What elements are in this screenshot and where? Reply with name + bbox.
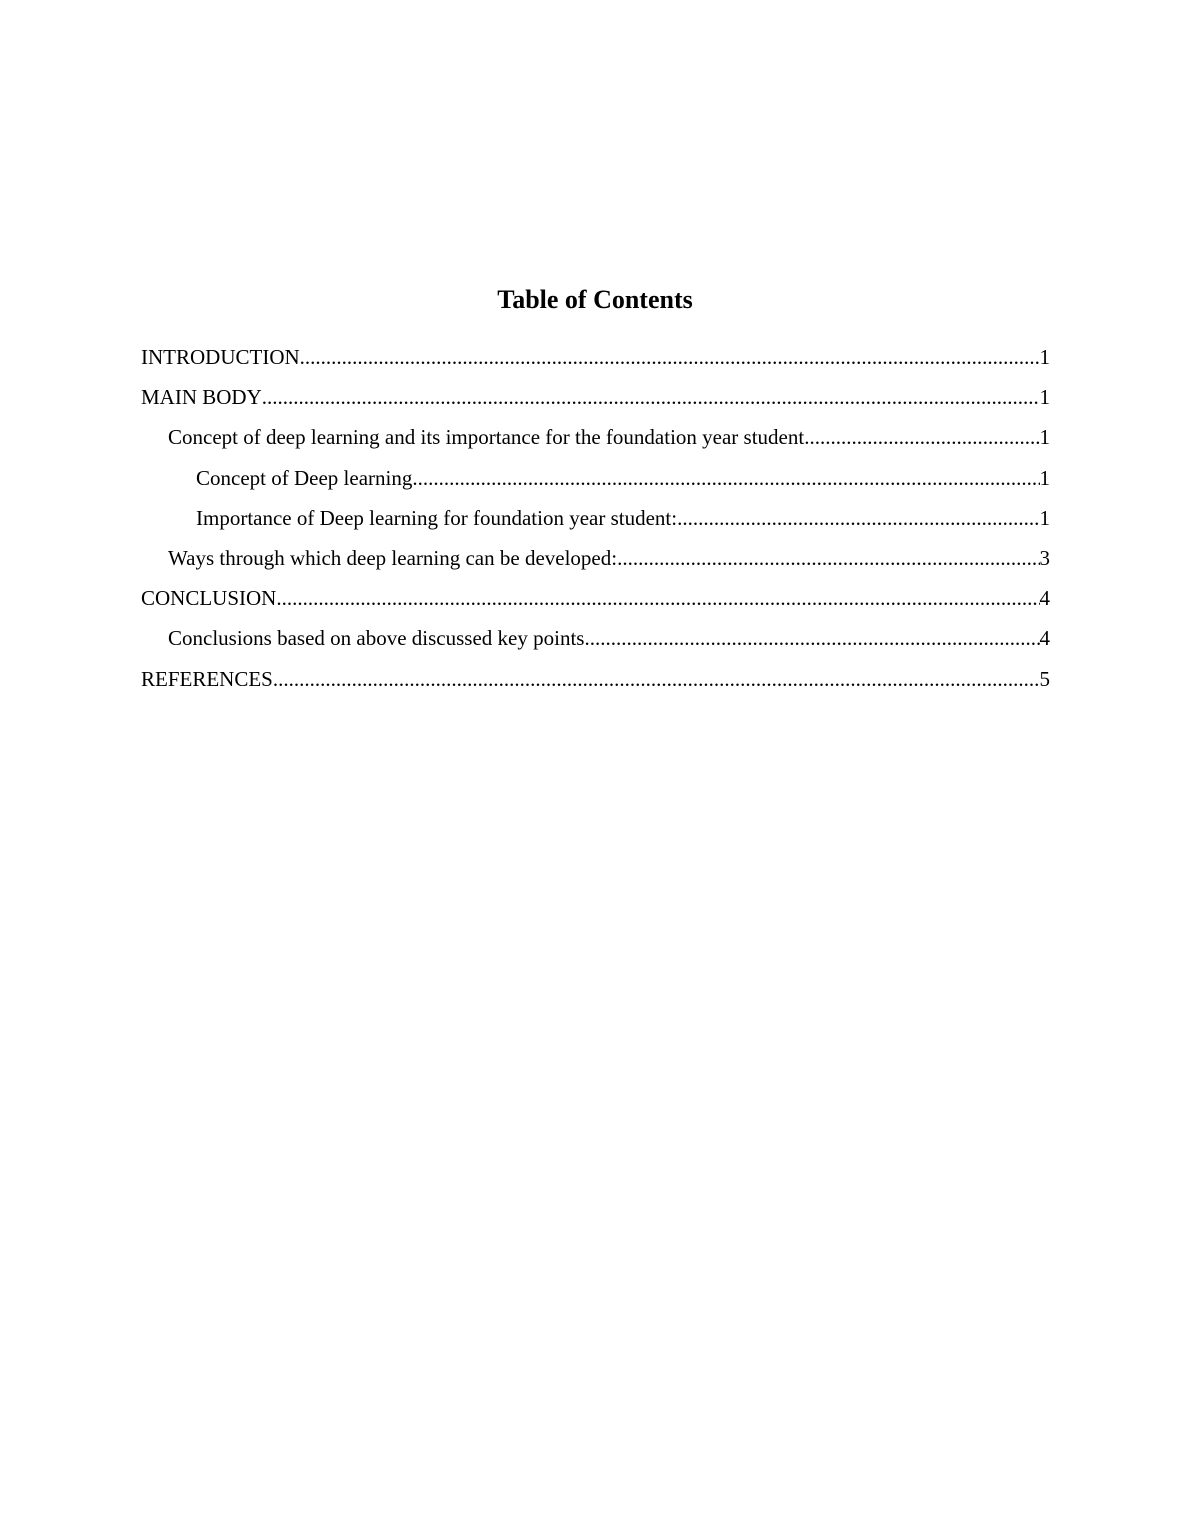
toc-entry-text: MAIN BODY — [141, 385, 262, 410]
toc-entry-text: Conclusions based on above discussed key points — [168, 626, 585, 651]
toc-dot-leader — [273, 662, 1040, 696]
toc-dot-leader — [804, 420, 1039, 454]
toc-entry-main-body[interactable] — [141, 380, 1050, 420]
toc-dot-leader — [412, 461, 1039, 495]
toc-title: Table of Contents — [497, 285, 693, 314]
toc-entry-text: REFERENCES — [141, 666, 273, 691]
toc-dot-leader — [262, 380, 1040, 414]
toc-page-number: 1 — [1039, 385, 1050, 410]
toc-entry-conclusions-key-points[interactable] — [141, 621, 1050, 661]
toc-entry-concept-of-deep-learning[interactable] — [141, 461, 1050, 501]
toc-entry-text: INTRODUCTION — [141, 345, 300, 369]
toc-dot-leader — [617, 541, 1039, 575]
toc-entry-text: CONCLUSION — [141, 586, 277, 611]
toc-dot-leader — [276, 581, 1039, 615]
toc-page-number: 1 — [1039, 425, 1050, 450]
toc-entry-conclusion[interactable] — [141, 581, 1050, 621]
toc-page-number: 4 — [1039, 586, 1050, 611]
toc-entry-concept-and-importance[interactable] — [141, 420, 1050, 460]
toc-entry-text: Concept of Deep learning — [196, 465, 413, 490]
toc-entry-text: Importance of Deep learning for foundation year student: — [196, 505, 678, 530]
toc-entry-ways-developed[interactable] — [141, 541, 1050, 581]
toc-entry-references[interactable] — [141, 662, 1050, 702]
toc-entry-introduction[interactable] — [141, 340, 1050, 380]
toc-page-number: 1 — [1039, 465, 1050, 490]
toc-list — [141, 340, 1050, 702]
toc-entry-text: Ways through which deep learning can be developed: — [168, 545, 618, 570]
toc-page-number: 5 — [1039, 666, 1050, 691]
toc-page-number: 1 — [1039, 345, 1050, 369]
toc-entry-text: Concept of deep learning and its importance for the foundation year student — [168, 425, 805, 450]
toc-dot-leader — [584, 621, 1039, 655]
toc-page-number: 3 — [1039, 545, 1050, 570]
toc-page-number: 4 — [1039, 626, 1050, 651]
toc-page-number: 1 — [1039, 505, 1050, 530]
toc-entry-importance-of-deep-learning[interactable] — [141, 501, 1050, 541]
toc-dot-leader — [677, 501, 1039, 535]
toc-dot-leader — [300, 340, 1040, 374]
